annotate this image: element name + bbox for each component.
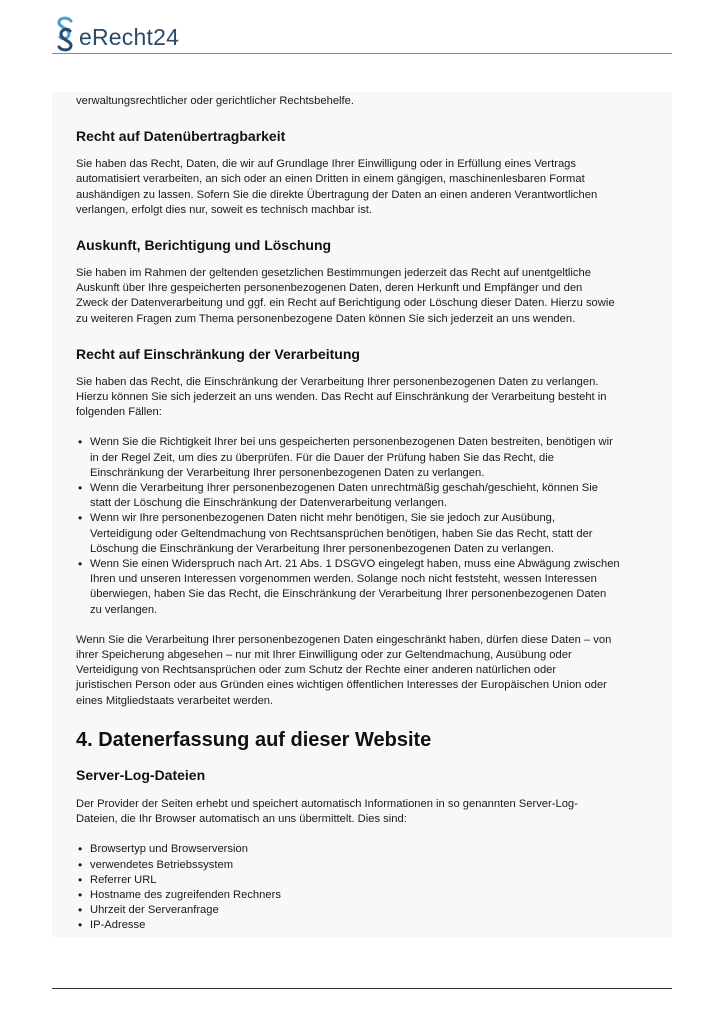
page-header [52, 14, 672, 54]
list-item-line: • Wenn Sie die Richtigkeit Ihrer bei uns gespeicherten personenbezogenen Daten bestreiten, benötigen wir [90, 436, 613, 449]
logo-text: eRecht24 [79, 24, 180, 50]
footer-divider [52, 988, 672, 989]
server-logs-bullet-list [76, 842, 648, 933]
list-item-line: • Wenn Sie einen Widerspruch nach Art. 21 Abs. 1 DSGVO eingelegt haben, muss eine Abwägung zwischen [90, 558, 620, 571]
paragraph-line: zu weiteren Fragen zum Thema personenbezogene Daten können Sie sich jederzeit an uns wenden. [76, 312, 576, 325]
paragraph-line: Der Provider der Seiten erhebt und speichert automatisch Informationen in so genannten Server-Log- [76, 797, 578, 810]
list-item [90, 481, 648, 511]
paragraph-line: Verteidigung von Rechtsansprüchen oder zum Schutz der Rechte einer anderen natürlichen oder [76, 664, 557, 677]
portability-paragraph [76, 157, 648, 218]
paragraph-line: Zweck der Datenverarbeitung und ggf. ein Recht auf Berichtigung oder Löschung dieser Daten. Hierzu sowie [76, 297, 615, 310]
list-item-line: überwiegen, haben Sie das Recht, die Einschränkung der Verarbeitung Ihrer personenbezogenen Daten [90, 588, 607, 601]
paragraph-line: Wenn Sie die Verarbeitung Ihrer personenbezogenen Daten eingeschränkt haben, dürfen diese Daten – von [76, 633, 612, 646]
paragraph-line: juristischen Person oder aus Gründen eines wichtigen öffentlichen Interesses der Europäischen Union oder [76, 679, 607, 692]
list-item: • Referrer URL [90, 873, 648, 888]
list-item [90, 557, 648, 618]
paragraph-line: folgenden Fällen: [76, 406, 162, 419]
paragraph-line: Auskunft über Ihre gespeicherten personenbezogenen Daten, deren Herkunft und Empfänger und den [76, 282, 583, 295]
restriction-closing-paragraph [76, 633, 648, 709]
paragraph-line: Hierzu können Sie sich jederzeit an uns wenden. Das Recht auf Einschränkung der Verarbeitung besteht in [76, 391, 607, 404]
list-item: • Hostname des zugreifenden Rechners [90, 888, 648, 903]
server-logs-paragraph [76, 797, 648, 827]
list-item-line: Verteidigung oder Geltendmachung von Rechtsansprüchen benötigen, haben Sie das Recht, statt der [90, 527, 593, 540]
paragraph-line: automatisiert verarbeiten, an sich oder an einen Dritten in einem gängigen, maschinenlesbaren Format [76, 173, 585, 186]
chapter-heading-data-collection: 4. Datenerfassung auf dieser Website [76, 728, 432, 751]
list-item-line: Einschränkung der Verarbeitung Ihrer personenbezogenen Daten zu verlangen. [90, 466, 485, 479]
erecht24-logo[interactable] [52, 16, 179, 52]
header-divider [52, 53, 672, 54]
list-item-line: • Wenn wir Ihre personenbezogenen Daten nicht mehr benötigen, Sie sie jedoch zur Ausübung, [90, 512, 555, 525]
section-heading-server-logs: Server-Log-Dateien [76, 766, 206, 783]
document-body [52, 92, 672, 937]
section-heading-portability: Recht auf Datenübertragbarkeit [76, 128, 286, 145]
restriction-bullet-list [76, 435, 648, 617]
intro-tail-text: verwaltungsrechtlicher oder gerichtlicher Rechtsbehelfe. [76, 95, 354, 107]
paragraph-line: eines Mitgliedstaats verarbeitet werden. [76, 694, 274, 707]
list-item: • verwendetes Betriebssystem [90, 858, 648, 873]
list-item-line: statt der Löschung die Einschränkung der Datenverarbeitung verlangen. [90, 497, 447, 510]
paragraph-line: Sie haben das Recht, die Einschränkung der Verarbeitung Ihrer personenbezogenen Daten zu verlangen. [76, 375, 599, 388]
list-item: • IP-Adresse [90, 918, 648, 933]
paragraph-line: verlangen, erfolgt dies nur, soweit es technisch machbar ist. [76, 203, 372, 216]
list-item-line: zu verlangen. [90, 603, 158, 616]
paragraph-line: Dateien, die Ihr Browser automatisch an uns übermittelt. Dies sind: [76, 813, 407, 826]
list-item-line: Löschung die Einschränkung der Verarbeitung Ihrer personenbezogenen Daten zu verlangen. [90, 542, 554, 555]
list-item: • Browsertyp und Browserversion [90, 842, 648, 857]
paragraph-line: Sie haben im Rahmen der geltenden gesetzlichen Bestimmungen jederzeit das Recht auf unentgeltliche [76, 267, 591, 280]
list-item [90, 435, 648, 481]
list-item [90, 511, 648, 557]
paragraph-line: Sie haben das Recht, Daten, die wir auf Grundlage Ihrer Einwilligung oder in Erfüllung eines Vertrags [76, 158, 576, 171]
section-sign-logo-icon [52, 16, 78, 52]
section-heading-restriction: Recht auf Einschränkung der Verarbeitung [76, 345, 360, 362]
list-item-line: Ihren und unseren Interessen vorgenommen werden. Solange noch nicht feststeht, wessen Interessen [90, 573, 597, 586]
info-paragraph [76, 266, 648, 327]
list-item-line: • Wenn die Verarbeitung Ihrer personenbezogenen Daten unrechtmäßig geschah/geschieht, können Sie [90, 482, 598, 495]
restriction-paragraph [76, 375, 648, 421]
list-item-line: in der Regel Zeit, um dies zu überprüfen. Für die Dauer der Prüfung haben Sie das Recht, die [90, 451, 554, 464]
paragraph-line: aushändigen zu lassen. Sofern Sie die direkte Übertragung der Daten an einen anderen Verantwortlichen [76, 188, 598, 201]
paragraph-line: ihrer Speicherung abgesehen – nur mit Ihrer Einwilligung oder zur Geltendmachung, Ausübung oder [76, 649, 572, 662]
list-item: • Uhrzeit der Serveranfrage [90, 903, 648, 918]
section-heading-info: Auskunft, Berichtigung und Löschung [76, 237, 332, 254]
